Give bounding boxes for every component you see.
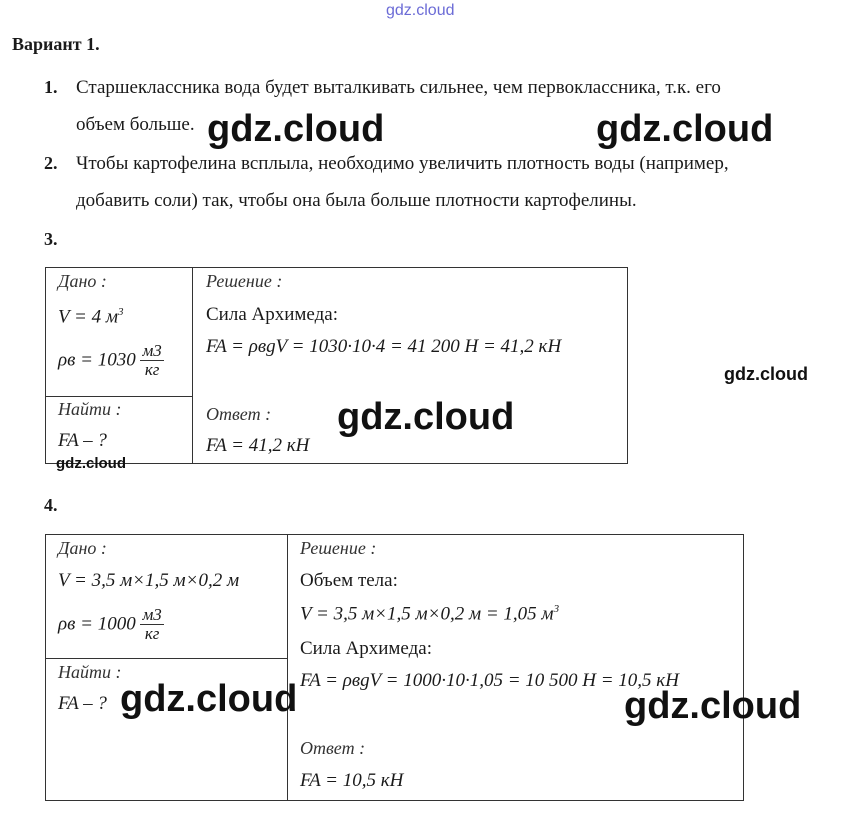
task4-volume: V = 3,5 м×1,5 м×0,2 м xyxy=(58,570,240,591)
answer-1-line1: Старшеклассника вода будет выталкивать сильнее, чем первоклассника, т.к. его xyxy=(76,77,721,98)
task4-given-label: Дано : xyxy=(58,538,107,558)
answer-3-number: 3. xyxy=(44,229,58,249)
answer-2-line2: добавить соли) так, чтобы она была больше плотности картофелины. xyxy=(76,190,637,211)
header-watermark: gdz.cloud xyxy=(386,2,455,19)
task4-answer-value: FA = 10,5 кН xyxy=(300,770,404,791)
watermark-big-2: gdz.cloud xyxy=(596,108,774,150)
watermark-small-2: gdz.cloud xyxy=(56,455,126,472)
task3-solution-label: Решение : xyxy=(206,271,283,291)
task3-volume: V = 4 $м^3$ xyxy=(58,306,124,328)
task3-divider xyxy=(192,267,193,464)
task3-given-label: Дано : xyxy=(58,271,107,291)
task3-answer-label: Ответ : xyxy=(206,404,272,424)
task4-find-value: FA – ? xyxy=(58,693,107,714)
task4-density-unit: $\frac{м3}{кг}$ xyxy=(142,605,162,643)
task4-volume-title: Объем тела: xyxy=(300,570,398,591)
task4-volume-formula: V = 3,5 м×1,5 м×0,2 м = 1,05 $м^3$ xyxy=(300,603,560,625)
answer-1-number: 1. xyxy=(44,77,58,97)
task3-density-unit: $\frac{м3}{кг}$ xyxy=(142,341,162,379)
task4-archimedes-title: Сила Архимеда: xyxy=(300,638,432,659)
variant-title: Вариант 1. xyxy=(12,34,100,54)
watermark-big-4: gdz.cloud xyxy=(120,678,298,720)
task4-formula: FA = ρвgV = 1000·10·1,05 = 10 500 Н = 10,5 кН xyxy=(300,670,679,691)
task3-find-label: Найти : xyxy=(58,399,122,419)
task4-density: ρв = 1000 $\frac{м3}{кг}$ xyxy=(58,605,162,643)
task3-formula: FA = ρвgV = 1030·10·4 = 41 200 Н = 41,2 кН xyxy=(206,336,562,357)
task4-solution-label: Решение : xyxy=(300,538,377,558)
answer-2-number: 2. xyxy=(44,153,58,173)
answer-1-line2: объем больше. xyxy=(76,114,195,135)
task4-divider xyxy=(287,534,288,801)
watermark-small-1: gdz.cloud xyxy=(724,364,808,384)
watermark-big-3: gdz.cloud xyxy=(337,396,515,438)
task3-answer-value: FA = 41,2 кН xyxy=(206,435,310,456)
answer-4-number: 4. xyxy=(44,495,58,515)
watermark-big-1: gdz.cloud xyxy=(207,108,385,150)
answer-2-line1: Чтобы картофелина всплыла, необходимо увеличить плотность воды (например, xyxy=(76,153,729,174)
task4-answer-label: Ответ : xyxy=(300,738,366,758)
task3-solution-title: Сила Архимеда: xyxy=(206,304,338,325)
task3-density: ρв = 1030 $\frac{м3}{кг}$ xyxy=(58,341,162,379)
task3-given-divider xyxy=(45,396,193,397)
task4-find-label: Найти : xyxy=(58,662,122,682)
task3-find-value: FA – ? xyxy=(58,430,107,451)
task4-given-divider xyxy=(45,658,288,659)
watermark-big-5: gdz.cloud xyxy=(624,685,802,727)
